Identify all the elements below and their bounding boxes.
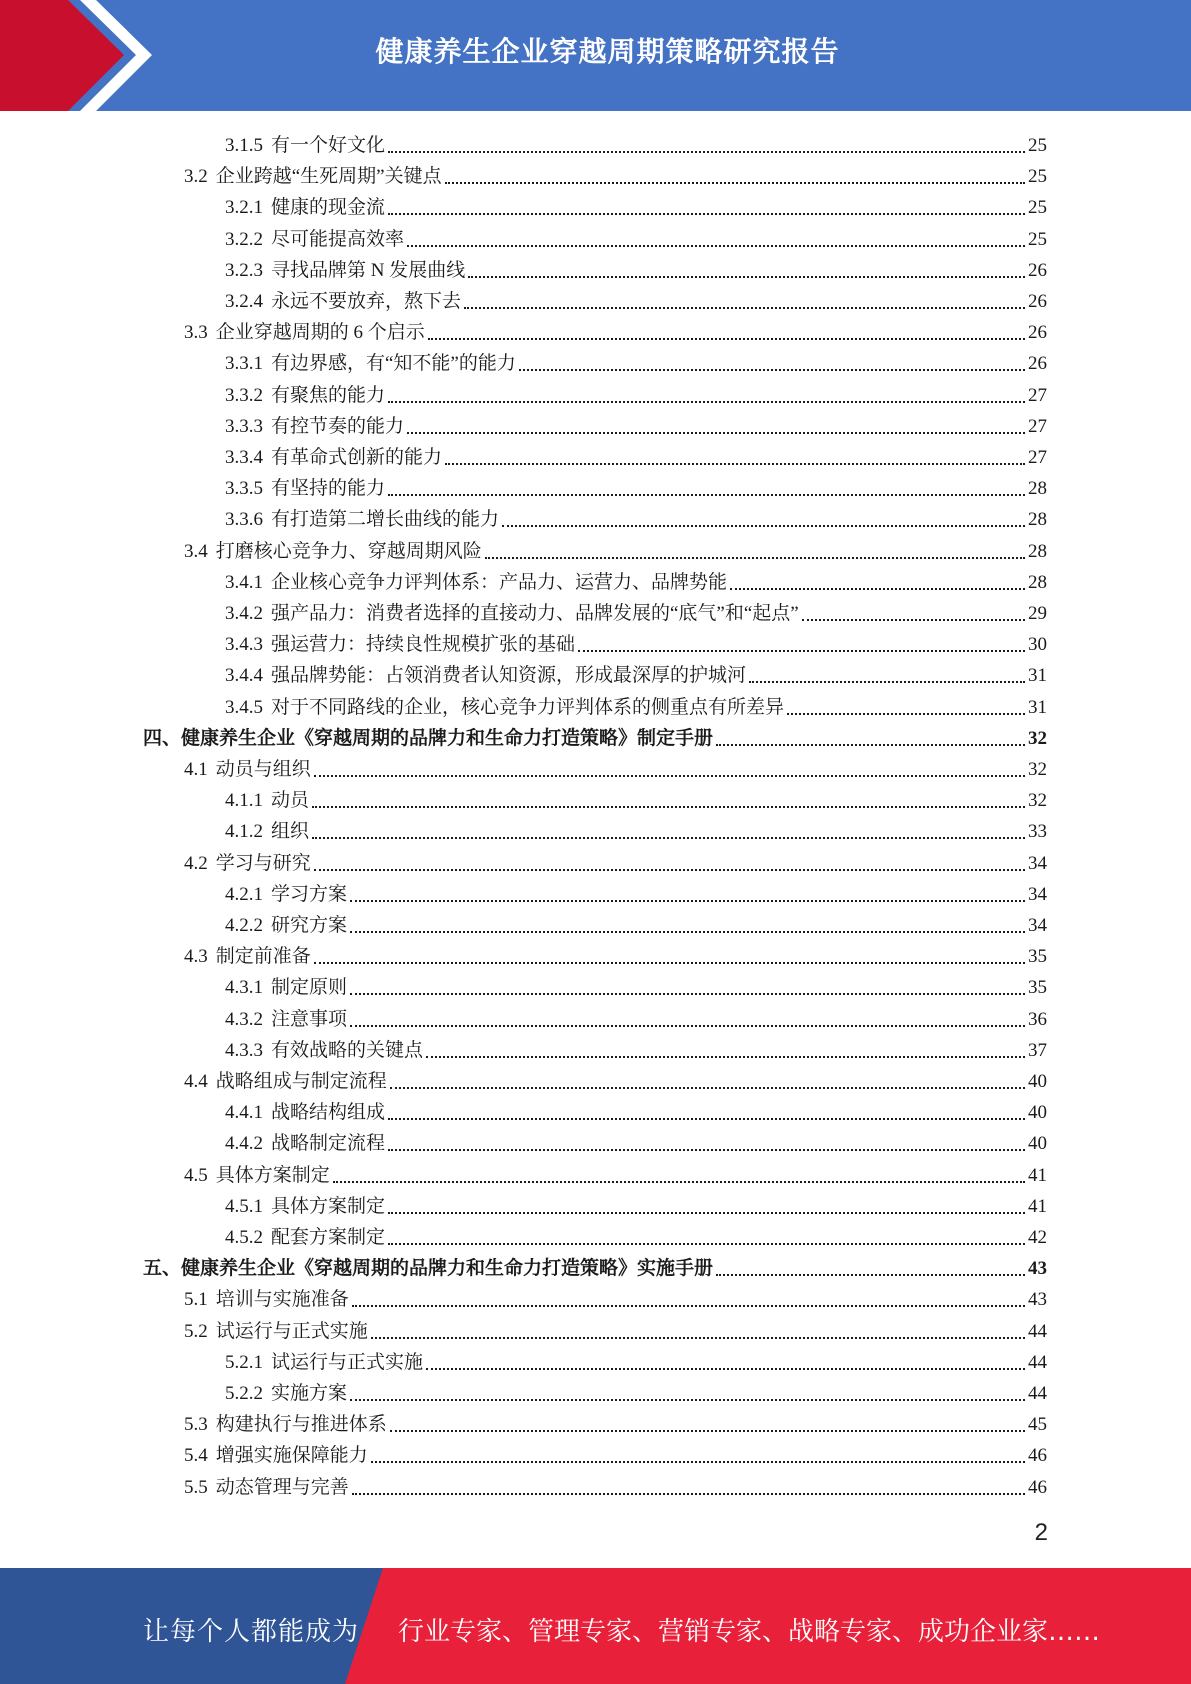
toc-entry-page: 44 [1028,1320,1047,1342]
toc-dot-leader [388,212,1025,215]
toc-entry-number: 3.1.5 [225,135,263,156]
toc-entry-page: 31 [1028,665,1047,687]
toc-entry-number: 3.4 [184,540,208,562]
toc-entry-number: 3.3 [184,322,208,344]
toc-entry-title: 构建执行与推进体系 [215,1414,387,1436]
toc-entry[interactable] [225,470,1047,501]
toc-dot-leader [350,992,1025,995]
toc-entry-number: 4.4.2 [225,1133,263,1155]
toc-entry-title: 企业穿越周期的 6 个启示 [215,322,425,344]
toc-entry-title: 试运行与正式实施 [271,1351,424,1373]
toc-dot-leader [350,899,1025,902]
toc-entry-title: 有革命式创新的能力 [271,447,443,468]
toc-entry-page: 46 [1028,1445,1047,1467]
toc-entry-number: 5.3 [184,1414,208,1436]
toc-dot-leader [350,1024,1025,1027]
toc-entry-number: 4.3 [184,946,208,968]
toc-entry-number: 5.4 [184,1445,208,1467]
toc-dot-leader [388,1117,1025,1120]
toc-entry[interactable] [225,127,1047,158]
toc-entry[interactable] [225,1375,1047,1406]
toc-entry-title: 制定前准备 [215,946,311,968]
toc-entry-title: 战略组成与制定流程 [215,1071,387,1092]
toc-entry-number: 4.2 [184,852,208,874]
toc-dot-leader [388,1242,1025,1245]
toc-entry[interactable] [225,345,1047,376]
toc-entry[interactable] [184,314,1047,345]
toc-entry-number: 3.4.5 [225,696,263,718]
toc-dot-leader [333,1180,1025,1183]
toc-entry-number: 3.4.2 [225,603,263,624]
toc-dot-leader [390,1086,1025,1089]
toc-entry-title: 具体方案制定 [215,1164,330,1186]
toc-entry-title: 有一个好文化 [271,135,386,156]
toc-dot-leader [445,181,1025,184]
toc-entry-title: 具体方案制定 [271,1195,386,1217]
toc-entry-title: 战略制定流程 [271,1133,386,1155]
toc-dot-leader [464,306,1025,309]
toc-entry[interactable] [225,1094,1047,1125]
toc-entry-number: 4.3.3 [225,1039,263,1061]
toc-entry-title: 永远不要放弃，熬下去 [271,291,462,312]
toc-entry-number: 5.2.1 [225,1351,263,1373]
toc-entry[interactable] [184,1437,1047,1468]
toc-entry-page: 43 [1028,1289,1047,1311]
toc-entry-title: 动员 [271,790,310,812]
toc-entry[interactable] [225,626,1047,657]
toc-entry-title: 培训与实施准备 [215,1289,349,1311]
toc-entry-number: 5.2.2 [225,1383,263,1404]
toc-entry-number: 3.3.3 [225,415,263,437]
toc-entry-page: 27 [1028,447,1047,468]
toc-entry-page: 25 [1028,228,1047,250]
toc-entry-number: 四、 [143,727,182,749]
toc-entry[interactable] [225,689,1047,720]
toc-dot-leader [371,1336,1025,1339]
toc-entry-number: 3.2 [184,166,208,188]
toc-entry-title: 企业跨越“生死周期”关键点 [215,166,442,188]
toc-entry-number: 4.3.2 [225,1008,263,1030]
toc-dot-leader [312,805,1025,808]
toc-entry-page: 32 [1028,727,1047,749]
toc-entry[interactable] [225,564,1047,595]
toc-entry-number: 4.5 [184,1164,208,1186]
toc-entry-page: 41 [1028,1164,1047,1186]
toc-dot-leader [388,400,1025,403]
toc-entry-page: 30 [1028,634,1047,656]
toc-entry-page: 32 [1028,759,1047,780]
toc-dot-leader [426,1367,1025,1370]
toc-entry-number: 4.5.1 [225,1195,263,1217]
toc-entry-number: 4.4 [184,1071,208,1092]
toc-entry-title: 有坚持的能力 [271,478,386,500]
toc-entry[interactable] [225,439,1047,470]
toc-entry-title: 强产品力：消费者选择的直接动力、品牌发展的“底气”和“起点” [271,603,799,624]
toc-entry-page: 31 [1028,696,1047,718]
page-number: 2 [1034,1519,1048,1546]
toc-entry-number: 五、 [143,1258,182,1280]
toc-entry-title: 尽可能提高效率 [271,228,405,250]
toc-dot-leader [388,1211,1025,1214]
toc-entry[interactable] [225,1001,1047,1032]
toc-entry[interactable] [225,1219,1047,1250]
toc-entry-page: 27 [1028,384,1047,406]
toc-entry-page: 34 [1028,883,1047,905]
toc-entry-number: 4.5.2 [225,1227,263,1248]
toc-entry-page: 25 [1028,166,1047,188]
toc-entry-title: 战略结构组成 [271,1102,386,1124]
toc-entry-page: 34 [1028,915,1047,936]
toc-entry-page: 25 [1028,135,1047,156]
toc-dot-leader [802,618,1025,621]
toc-entry-page: 26 [1028,322,1047,344]
toc-dot-leader [428,337,1025,340]
toc-entry-number: 5.2 [184,1320,208,1342]
toc-entry-title: 强运营力：持续良性规模扩张的基础 [271,634,576,656]
toc-entry-title: 有效战略的关键点 [271,1039,424,1061]
toc-entry-page: 29 [1028,603,1047,624]
toc-entry[interactable] [225,657,1047,688]
toc-entry[interactable] [184,533,1047,564]
toc-entry-title: 研究方案 [271,915,348,936]
toc-entry-title: 有控节奏的能力 [271,415,405,437]
toc-entry-page: 35 [1028,977,1047,999]
toc-entry-title: 寻找品牌第 N 发展曲线 [271,259,466,281]
toc-entry-page: 43 [1028,1258,1047,1280]
toc-entry-title: 健康养生企业《穿越周期的品牌力和生命力打造策略》制定手册 [181,727,714,749]
toc-entry[interactable] [225,1188,1047,1219]
toc-entry-page: 26 [1028,353,1047,375]
toc-entry-page: 44 [1028,1351,1047,1373]
toc-entry-page: 28 [1028,571,1047,593]
toc-entry-title: 动员与组织 [215,759,311,780]
toc-entry-title: 配套方案制定 [271,1227,386,1248]
toc-dot-leader [730,587,1025,590]
toc-entry[interactable] [225,907,1047,938]
toc-entry[interactable] [143,720,1047,751]
toc-dot-leader [314,961,1025,964]
toc-entry-number: 3.2.2 [225,228,263,250]
toc-entry-number: 3.2.1 [225,197,263,219]
toc-entry-title: 动态管理与完善 [215,1476,349,1498]
toc-entry-number: 5.1 [184,1289,208,1311]
toc-entry-page: 44 [1028,1383,1047,1404]
toc-entry-title: 打磨核心竞争力、穿越周期风险 [215,540,482,562]
report-title: 健康养生企业穿越周期策略研究报告 [375,35,840,68]
toc-entry-title: 注意事项 [271,1008,348,1030]
toc-entry-number: 4.2.1 [225,883,263,905]
toc-dot-leader [407,431,1025,434]
footer-slogan-left: 让每个人都能成为 [143,1617,360,1647]
toc-entry-title: 增强实施保障能力 [215,1445,368,1467]
toc-entry-number: 5.5 [184,1476,208,1498]
toc-entry[interactable] [184,1281,1047,1312]
toc-entry[interactable] [225,595,1047,626]
toc-entry-number: 3.3.1 [225,353,263,375]
toc-entry-number: 4.1.2 [225,821,263,843]
toc-dot-leader [352,1492,1025,1495]
toc-entry-number: 3.4.1 [225,571,263,593]
toc-dot-leader [787,712,1025,715]
toc-entry[interactable] [184,751,1047,782]
toc-entry-title: 企业核心竞争力评判体系：产品力、运营力、品牌势能 [271,571,728,593]
toc-dot-leader [578,649,1025,652]
toc-entry[interactable] [225,501,1047,532]
toc-entry-number: 4.2.2 [225,915,263,936]
toc-entry-title: 健康的现金流 [271,197,386,219]
toc-entry-number: 3.4.3 [225,634,263,656]
toc-entry-number: 4.1 [184,759,208,780]
toc-entry-title: 强品牌势能：占领消费者认知资源，形成最深厚的护城河 [271,665,747,687]
toc-dot-leader [388,150,1025,153]
toc-entry-page: 40 [1028,1133,1047,1155]
toc-dot-leader [350,1398,1025,1401]
toc-dot-leader [350,930,1025,933]
toc-dot-leader [749,680,1025,683]
toc-entry-title: 对于不同路线的企业，核心竞争力评判体系的侧重点有所差异 [271,696,785,718]
toc-entry-number: 3.3.2 [225,384,263,406]
toc-dot-leader [716,1273,1025,1276]
toc-entry[interactable] [225,408,1047,439]
toc-dot-leader [426,1055,1025,1058]
toc-dot-leader [312,836,1025,839]
toc-entry-title: 有打造第二增长曲线的能力 [271,509,500,531]
toc-dot-leader [407,244,1025,247]
toc-entry-page: 35 [1028,946,1047,968]
toc-entry-title: 试运行与正式实施 [215,1320,368,1342]
toc-entry-number: 4.1.1 [225,790,263,812]
toc-dot-leader [352,1304,1025,1307]
toc-entry-page: 45 [1028,1414,1047,1436]
toc-entry-page: 40 [1028,1071,1047,1092]
toc-entry[interactable] [225,1032,1047,1063]
toc-entry[interactable] [225,377,1047,408]
toc-entry-page: 42 [1028,1227,1047,1248]
toc-entry-title: 有边界感，有“知不能”的能力 [271,353,516,375]
toc-entry[interactable] [225,252,1047,283]
toc-entry-page: 27 [1028,415,1047,437]
toc-entry-number: 4.3.1 [225,977,263,999]
toc-entry[interactable] [184,938,1047,969]
toc-entry[interactable] [143,1250,1047,1281]
toc-dot-leader [390,1429,1025,1432]
toc-entry-title: 有聚焦的能力 [271,384,386,406]
toc-entry[interactable] [184,1406,1047,1437]
toc-entry[interactable] [225,283,1047,314]
toc-entry[interactable] [225,1344,1047,1375]
toc-entry-page: 28 [1028,478,1047,500]
toc-entry-number: 3.2.4 [225,291,263,312]
toc-entry[interactable] [184,845,1047,876]
toc-entry[interactable] [225,782,1047,813]
toc-entry-page: 28 [1028,540,1047,562]
toc-entry[interactable] [225,1125,1047,1156]
footer-slogan-right: 行业专家、管理专家、营销专家、战略专家、成功企业家…… [398,1617,1101,1647]
toc-entry-page: 25 [1028,197,1047,219]
toc-entry-title: 学习与研究 [215,852,311,874]
toc-entry-page: 28 [1028,509,1047,531]
toc-entry-number: 3.3.4 [225,447,263,468]
page-footer [0,1568,1191,1684]
toc-entry-page: 40 [1028,1102,1047,1124]
toc-dot-leader [388,1148,1025,1151]
toc-entry[interactable] [184,1469,1047,1500]
toc-dot-leader [468,275,1025,278]
toc-entry[interactable] [184,1063,1047,1094]
toc-entry[interactable] [184,1313,1047,1344]
toc-entry[interactable] [225,813,1047,844]
toc-entry-page: 36 [1028,1008,1047,1030]
toc-entry-title: 学习方案 [271,883,348,905]
toc-dot-leader [314,774,1025,777]
toc-entry[interactable] [184,158,1047,189]
toc-dot-leader [502,524,1025,527]
toc-entry[interactable] [225,969,1047,1000]
toc-entry-page: 32 [1028,790,1047,812]
toc-entry-page: 34 [1028,852,1047,874]
toc-entry-title: 健康养生企业《穿越周期的品牌力和生命力打造策略》实施手册 [181,1258,714,1280]
toc-entry-page: 33 [1028,821,1047,843]
toc-entry-number: 3.3.6 [225,509,263,531]
toc-entry-title: 制定原则 [271,977,348,999]
toc-entry-number: 3.2.3 [225,259,263,281]
page-header [0,0,1191,111]
toc-dot-leader [445,462,1025,465]
toc-entry-number: 4.4.1 [225,1102,263,1124]
toc-entry[interactable] [225,221,1047,252]
toc-dot-leader [519,368,1025,371]
toc-entry-page: 26 [1028,291,1047,312]
toc-dot-leader [716,743,1025,746]
toc-entry-number: 3.3.5 [225,478,263,500]
toc-entry[interactable] [184,1157,1047,1188]
toc-entry-page: 46 [1028,1476,1047,1498]
toc-entry-number: 3.4.4 [225,665,263,687]
toc-dot-leader [388,493,1025,496]
toc-entry[interactable] [225,189,1047,220]
toc-entry-title: 组织 [271,821,310,843]
toc-dot-leader [485,556,1025,559]
toc-entry-page: 26 [1028,259,1047,281]
toc-dot-leader [314,868,1025,871]
toc-dot-leader [371,1460,1025,1463]
toc-entry[interactable] [225,876,1047,907]
toc-entry-page: 41 [1028,1195,1047,1217]
toc-entry-title: 实施方案 [271,1383,348,1404]
toc-entry-page: 37 [1028,1039,1047,1061]
